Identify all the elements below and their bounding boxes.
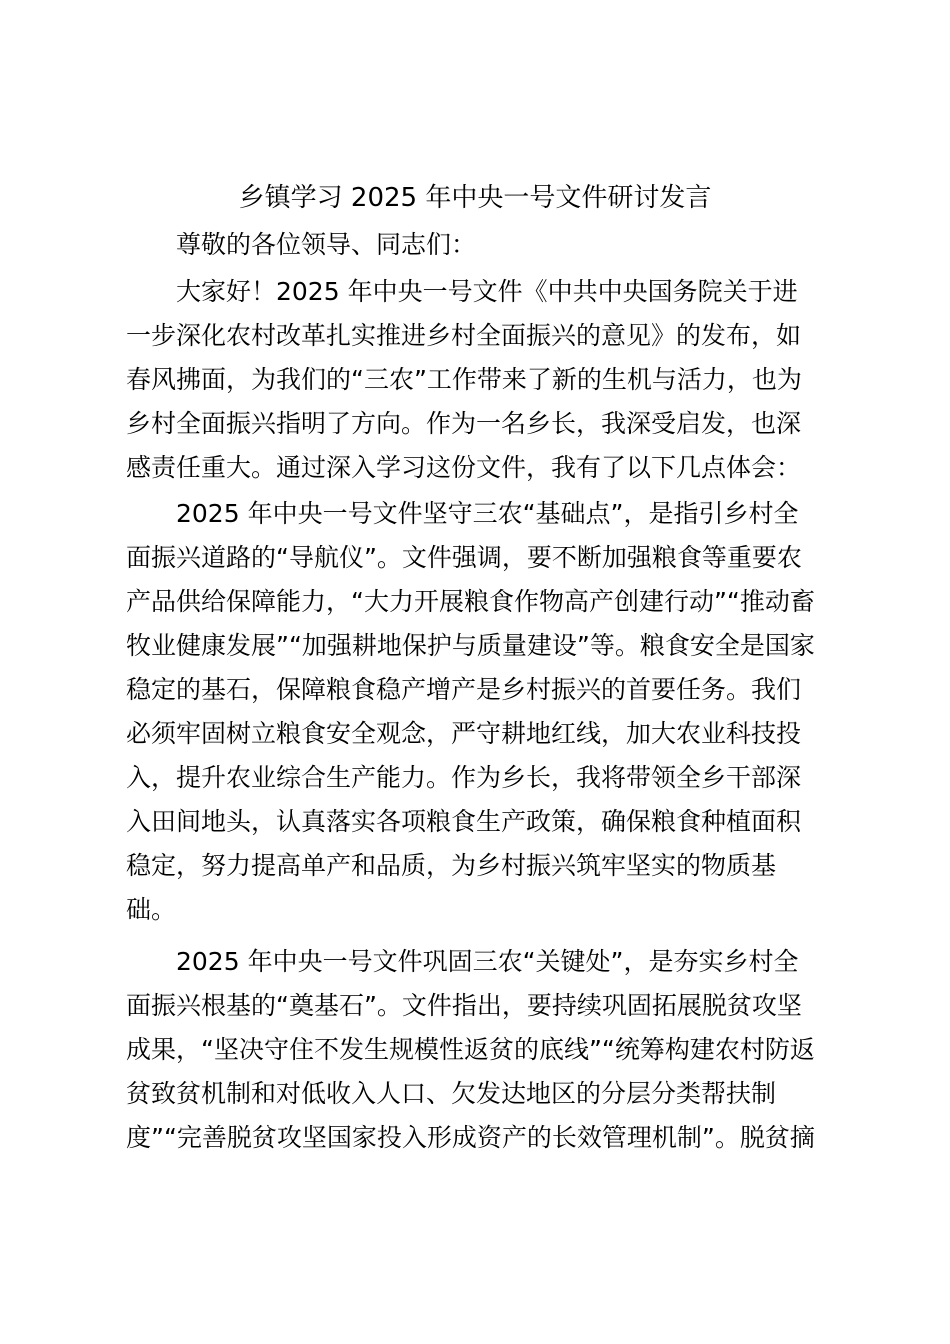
body-line: 产品供给保障能力，“大力开展粮食作物高产创建行动”“推动畜 bbox=[126, 587, 815, 616]
body-line: 入田间地头，认真落实各项粮食生产政策，确保粮食种植面积 bbox=[126, 807, 802, 836]
body-line: 2025 年中央一号文件坚守三农“基础点”，是指引乡村全 bbox=[176, 499, 799, 528]
body-line: 一步深化农村改革扎实推进乡村全面振兴的意见》的发布，如 bbox=[126, 321, 802, 350]
body-line: 入，提升农业综合生产能力。作为乡长，我将带领全乡干部深 bbox=[126, 763, 802, 792]
body-line: 感责任重大。通过深入学习这份文件，我有了以下几点体会： bbox=[126, 453, 802, 482]
body-line: 乡村全面振兴指明了方向。作为一名乡长，我深受启发，也深 bbox=[126, 409, 802, 438]
body-line: 大家好！2025 年中央一号文件《中共中央国务院关于进 bbox=[176, 277, 798, 306]
body-line: 贫致贫机制和对低收入人口、欠发达地区的分层分类帮扶制 bbox=[126, 1079, 777, 1108]
body-line: 成果，“坚决守住不发生规模性返贫的底线”“统筹构建农村防返 bbox=[126, 1035, 815, 1064]
body-line: 度”“完善脱贫攻坚国家投入形成资产的长效管理机制”。脱贫摘 bbox=[126, 1123, 815, 1152]
body-line: 牧业健康发展”“加强耕地保护与质量建设”等。粮食安全是国家 bbox=[126, 631, 815, 660]
body-line: 面振兴道路的“导航仪”。文件强调，要不断加强粮食等重要农 bbox=[126, 543, 802, 572]
body-line: 稳定的基石，保障粮食稳产增产是乡村振兴的首要任务。我们 bbox=[126, 675, 802, 704]
salutation: 尊敬的各位领导、同志们： bbox=[176, 230, 477, 259]
body-line: 2025 年中央一号文件巩固三农“关键处”，是夯实乡村全 bbox=[176, 947, 799, 976]
body-line: 稳定，努力提高单产和品质，为乡村振兴筑牢坚实的物质基 bbox=[126, 851, 777, 880]
document-title: 乡镇学习 2025 年中央一号文件研讨发言 bbox=[238, 183, 712, 213]
body-line: 础。 bbox=[126, 895, 177, 924]
body-line: 必须牢固树立粮食安全观念，严守耕地红线，加大农业科技投 bbox=[126, 719, 802, 748]
body-line: 春风拂面，为我们的“三农”工作带来了新的生机与活力，也为 bbox=[126, 365, 802, 394]
body-line: 面振兴根基的“奠基石”。文件指出，要持续巩固拓展脱贫攻坚 bbox=[126, 991, 802, 1020]
